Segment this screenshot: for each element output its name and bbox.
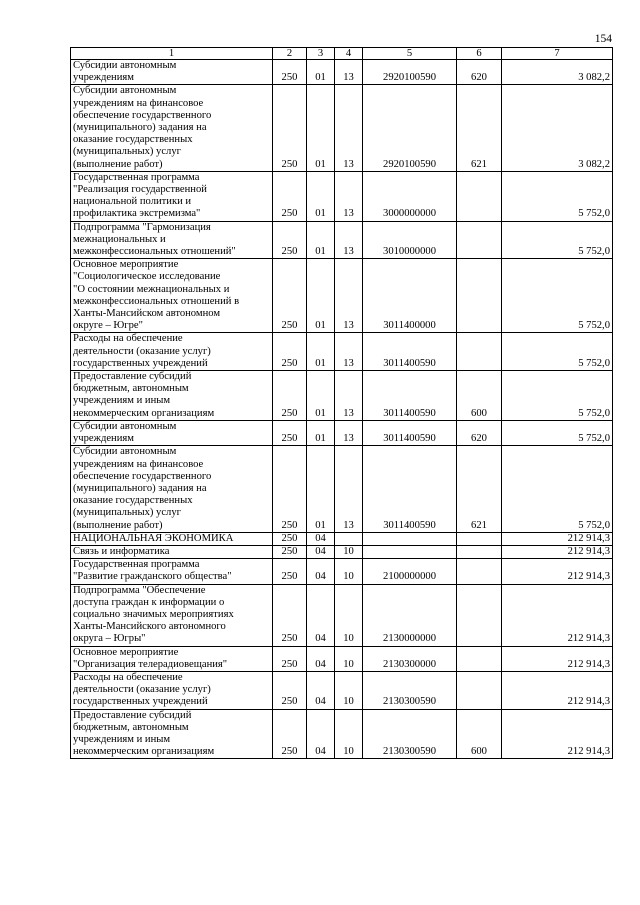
subsection-code-cell: 10 [335,584,363,646]
amount-cell: 212 914,3 [502,545,613,558]
amount-cell: 212 914,3 [502,646,613,671]
table-row [71,371,613,421]
table-row [71,420,613,445]
subsection-code-cell: 13 [335,171,363,221]
ministry-code-cell: 250 [273,646,307,671]
section-code-cell: 01 [307,85,335,171]
section-code-cell: 04 [307,646,335,671]
subsection-code-cell: 13 [335,60,363,85]
subsection-code-cell: 10 [335,709,363,759]
ministry-code-cell: 250 [273,532,307,545]
target-article-cell: 3000000000 [363,171,457,221]
ministry-code-cell: 250 [273,171,307,221]
row-name-cell: Государственная программа "Реализация государственной национальной политики и профилактика экстремизма" [71,171,273,221]
amount-cell: 212 914,3 [502,559,613,584]
target-article-cell: 2130300590 [363,671,457,709]
expense-type-cell: 620 [457,60,502,85]
expense-type-cell: 620 [457,420,502,445]
row-name-cell: Основное мероприятие "Организация телерадиовещания" [71,646,273,671]
amount-cell: 3 082,2 [502,85,613,171]
subsection-code-cell [335,532,363,545]
subsection-code-cell: 13 [335,221,363,259]
subsection-code-cell: 13 [335,446,363,532]
subsection-code-cell: 10 [335,559,363,584]
expense-type-cell: 621 [457,446,502,532]
amount-cell: 212 914,3 [502,671,613,709]
column-header: 6 [457,48,502,60]
row-name-cell: Государственная программа "Развитие гражданского общества" [71,559,273,584]
table-row [71,671,613,709]
expense-type-cell [457,171,502,221]
subsection-code-cell: 10 [335,646,363,671]
section-code-cell: 04 [307,545,335,558]
row-name-cell: Предоставление субсидий бюджетным, автономным учреждениям и иным некоммерческим организациям [71,709,273,759]
amount-cell: 212 914,3 [502,709,613,759]
subsection-code-cell: 13 [335,333,363,371]
amount-cell: 5 752,0 [502,333,613,371]
column-header: 2 [273,48,307,60]
ministry-code-cell: 250 [273,420,307,445]
table-row [71,333,613,371]
column-header: 4 [335,48,363,60]
section-code-cell: 04 [307,532,335,545]
target-article-cell: 2100000000 [363,559,457,584]
ministry-code-cell: 250 [273,259,307,333]
expense-type-cell: 600 [457,709,502,759]
expense-type-cell [457,333,502,371]
row-name-cell: Подпрограмма "Гармонизация межнациональных и межконфессиональных отношений" [71,221,273,259]
target-article-cell: 2130300000 [363,646,457,671]
section-code-cell: 01 [307,446,335,532]
row-name-cell: НАЦИОНАЛЬНАЯ ЭКОНОМИКА [71,532,273,545]
section-code-cell: 01 [307,221,335,259]
section-code-cell: 01 [307,333,335,371]
row-name-cell: Субсидии автономным учреждениям на финансовое обеспечение государственного (муниципального) задания на оказание государственных (муниципальных) услуг (выполнение работ) [71,85,273,171]
amount-cell: 5 752,0 [502,446,613,532]
amount-cell: 5 752,0 [502,371,613,421]
amount-cell: 3 082,2 [502,60,613,85]
target-article-cell: 3011400590 [363,420,457,445]
target-article-cell [363,532,457,545]
row-name-cell: Связь и информатика [71,545,273,558]
budget-table [70,47,613,759]
expense-type-cell [457,545,502,558]
row-name-cell: Расходы на обеспечение деятельности (оказание услуг) государственных учреждений [71,333,273,371]
ministry-code-cell: 250 [273,545,307,558]
subsection-code-cell: 13 [335,85,363,171]
ministry-code-cell: 250 [273,559,307,584]
section-code-cell: 01 [307,371,335,421]
ministry-code-cell: 250 [273,446,307,532]
subsection-code-cell: 13 [335,371,363,421]
section-code-cell: 01 [307,259,335,333]
expense-type-cell [457,259,502,333]
row-name-cell: Субсидии автономным учреждениям [71,60,273,85]
subsection-code-cell: 13 [335,420,363,445]
table-row [71,171,613,221]
subsection-code-cell: 10 [335,545,363,558]
column-header: 1 [71,48,273,60]
table-row [71,60,613,85]
section-code-cell: 04 [307,559,335,584]
page-number: 154 [594,33,612,45]
target-article-cell: 2130300590 [363,709,457,759]
ministry-code-cell: 250 [273,333,307,371]
subsection-code-cell: 10 [335,671,363,709]
table-row [71,545,613,558]
target-article-cell: 3011400590 [363,446,457,532]
row-name-cell: Субсидии автономным учреждениям на финансовое обеспечение государственного (муниципального) задания на оказание государственных (муниципальных) услуг (выполнение работ) [71,446,273,532]
subsection-code-cell: 13 [335,259,363,333]
column-header: 3 [307,48,335,60]
row-name-cell: Расходы на обеспечение деятельности (оказание услуг) государственных учреждений [71,671,273,709]
ministry-code-cell: 250 [273,584,307,646]
target-article-cell: 2920100590 [363,60,457,85]
table-row [71,559,613,584]
table-row [71,709,613,759]
section-code-cell: 04 [307,709,335,759]
section-code-cell: 01 [307,171,335,221]
expense-type-cell: 621 [457,85,502,171]
amount-cell: 5 752,0 [502,171,613,221]
row-name-cell: Субсидии автономным учреждениям [71,420,273,445]
table-row [71,584,613,646]
table-row [71,85,613,171]
ministry-code-cell: 250 [273,221,307,259]
column-header: 7 [502,48,613,60]
amount-cell: 212 914,3 [502,532,613,545]
expense-type-cell [457,559,502,584]
expense-type-cell [457,221,502,259]
amount-cell: 5 752,0 [502,259,613,333]
expense-type-cell [457,671,502,709]
target-article-cell: 2920100590 [363,85,457,171]
row-name-cell: Подпрограмма "Обеспечение доступа граждан к информации о социально значимых мероприятиях Ханты-Мансийского автономного округа – Югры" [71,584,273,646]
ministry-code-cell: 250 [273,60,307,85]
expense-type-cell [457,584,502,646]
target-article-cell: 2130000000 [363,584,457,646]
ministry-code-cell: 250 [273,671,307,709]
row-name-cell: Предоставление субсидий бюджетным, автономным учреждениям и иным некоммерческим организациям [71,371,273,421]
expense-type-cell [457,532,502,545]
target-article-cell: 3010000000 [363,221,457,259]
amount-cell: 212 914,3 [502,584,613,646]
ministry-code-cell: 250 [273,709,307,759]
section-code-cell: 01 [307,60,335,85]
target-article-cell: 3011400590 [363,333,457,371]
amount-cell: 5 752,0 [502,420,613,445]
table-row [71,259,613,333]
expense-type-cell [457,646,502,671]
table-row [71,221,613,259]
table-row [71,646,613,671]
table-row [71,532,613,545]
section-code-cell: 04 [307,584,335,646]
row-name-cell: Основное мероприятие "Социологическое исследование "О состоянии межнациональных и межконфессиональных отношений в Ханты-Мансийском автономном округе – Югре" [71,259,273,333]
column-header: 5 [363,48,457,60]
ministry-code-cell: 250 [273,85,307,171]
expense-type-cell: 600 [457,371,502,421]
target-article-cell: 3011400000 [363,259,457,333]
target-article-cell: 3011400590 [363,371,457,421]
table-header-row [71,48,613,60]
table-row [71,446,613,532]
amount-cell: 5 752,0 [502,221,613,259]
ministry-code-cell: 250 [273,371,307,421]
section-code-cell: 01 [307,420,335,445]
section-code-cell: 04 [307,671,335,709]
target-article-cell [363,545,457,558]
